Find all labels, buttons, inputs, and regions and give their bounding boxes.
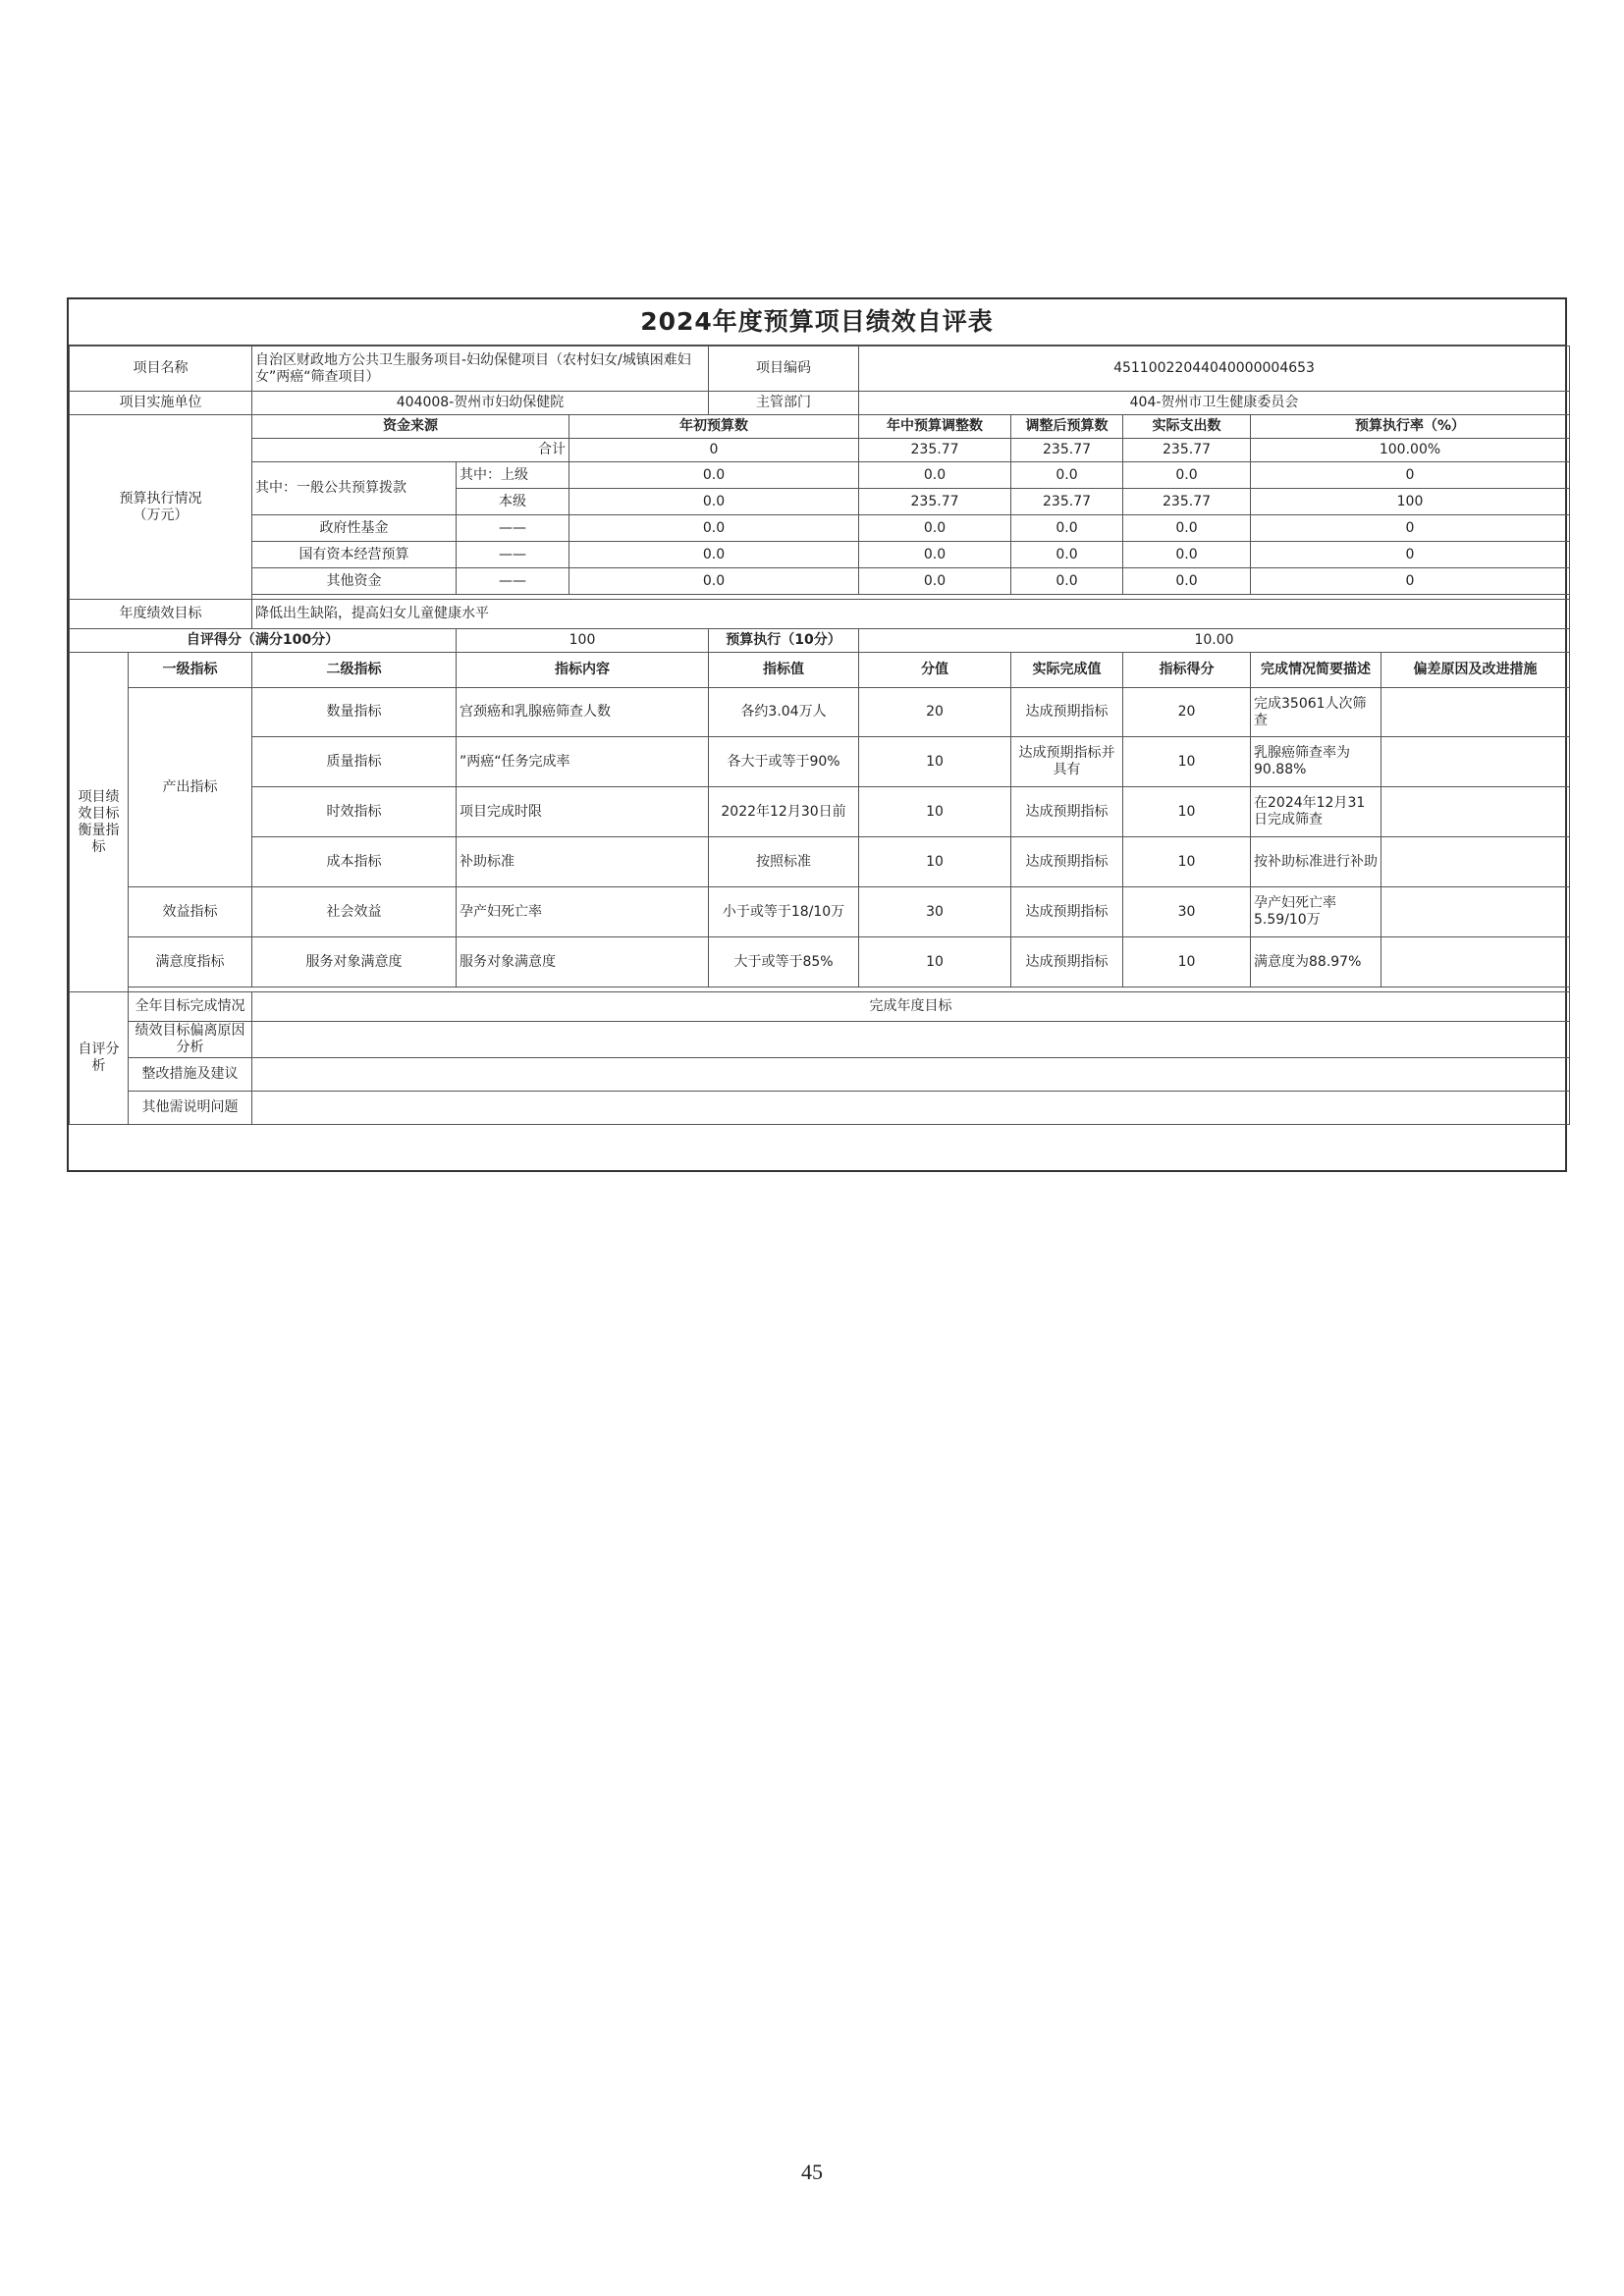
ind-level2: 时效指标 <box>252 787 457 837</box>
budget-row-total <box>70 439 1570 462</box>
ind-level2: 服务对象满意度 <box>252 937 457 988</box>
analysis-section-label: 自评分析 <box>70 992 129 1125</box>
project-code-label: 项目编码 <box>709 347 859 392</box>
other-fund-label: 其他资金 <box>252 568 457 595</box>
exec-label: 预算执行（10分） <box>709 629 859 653</box>
other-fund-mid: 0.0 <box>859 568 1011 595</box>
dept: 404-贺州市卫生健康委员会 <box>859 392 1570 415</box>
gov-fund-actual: 0.0 <box>1123 515 1251 542</box>
budget-header-adjusted: 调整后预算数 <box>1011 415 1123 439</box>
local-adjusted: 235.77 <box>1011 489 1123 515</box>
indicator-row <box>70 937 1570 988</box>
ind-content: 项目完成时限 <box>457 787 709 837</box>
ind-score: 10 <box>1123 737 1251 787</box>
upper-label: 其中：上级 <box>457 462 569 489</box>
ind-score: 10 <box>1123 937 1251 988</box>
exec-value: 10.00 <box>859 629 1570 653</box>
budget-row-other <box>70 568 1570 595</box>
gov-fund-dash: —— <box>457 515 569 542</box>
total-initial: 0 <box>569 439 859 462</box>
ind-value: 小于或等于18/10万 <box>709 887 859 937</box>
state-capital-actual: 0.0 <box>1123 542 1251 568</box>
budget-header-rate: 预算执行率（%） <box>1251 415 1570 439</box>
benefit-label: 效益指标 <box>129 887 252 937</box>
ind-header-content: 指标内容 <box>457 653 709 688</box>
ind-points: 30 <box>859 887 1011 937</box>
score-value: 100 <box>457 629 709 653</box>
indicator-section-label: 项目绩效目标衡量指标 <box>70 653 129 992</box>
ind-actual: 达成预期指标 <box>1011 887 1123 937</box>
total-label: 合计 <box>252 439 569 462</box>
indicator-row <box>70 837 1570 887</box>
other-fund-adjusted: 0.0 <box>1011 568 1123 595</box>
ind-value: 各约3.04万人 <box>709 688 859 737</box>
budget-section-label: 预算执行情况 （万元） <box>70 415 252 600</box>
analysis-value <box>252 1092 1570 1125</box>
ind-desc: 乳腺癌筛查率为90.88% <box>1251 737 1381 787</box>
ind-content: 孕产妇死亡率 <box>457 887 709 937</box>
ind-points: 20 <box>859 688 1011 737</box>
ind-level2: 成本指标 <box>252 837 457 887</box>
gov-fund-rate: 0 <box>1251 515 1570 542</box>
ind-actual: 达成预期指标 <box>1011 937 1123 988</box>
ind-reason <box>1381 737 1570 787</box>
total-mid: 235.77 <box>859 439 1011 462</box>
dept-label: 主管部门 <box>709 392 859 415</box>
ind-content: 宫颈癌和乳腺癌筛查人数 <box>457 688 709 737</box>
ind-desc: 孕产妇死亡率5.59/10万 <box>1251 887 1381 937</box>
ind-header-value: 指标值 <box>709 653 859 688</box>
score-label: 自评得分（满分100分） <box>70 629 457 653</box>
local-rate: 100 <box>1251 489 1570 515</box>
analysis-value <box>252 1058 1570 1092</box>
evaluation-form <box>67 297 1567 1172</box>
state-capital-label: 国有资本经营预算 <box>252 542 457 568</box>
ind-score: 30 <box>1123 887 1251 937</box>
indicator-row <box>70 887 1570 937</box>
ind-actual: 达成预期指标 <box>1011 688 1123 737</box>
other-fund-initial: 0.0 <box>569 568 859 595</box>
ind-header-desc: 完成情况简要描述 <box>1251 653 1381 688</box>
ind-score: 10 <box>1123 837 1251 887</box>
ind-reason <box>1381 688 1570 737</box>
analysis-label: 其他需说明问题 <box>129 1092 252 1125</box>
ind-value: 2022年12月30日前 <box>709 787 859 837</box>
ind-reason <box>1381 837 1570 887</box>
other-fund-dash: —— <box>457 568 569 595</box>
budget-header-mid: 年中预算调整数 <box>859 415 1011 439</box>
gov-fund-adjusted: 0.0 <box>1011 515 1123 542</box>
ind-desc: 完成35061人次筛查 <box>1251 688 1381 737</box>
total-rate: 100.00% <box>1251 439 1570 462</box>
other-fund-actual: 0.0 <box>1123 568 1251 595</box>
ind-level2: 社会效益 <box>252 887 457 937</box>
gov-fund-initial: 0.0 <box>569 515 859 542</box>
ind-header-level1: 一级指标 <box>129 653 252 688</box>
budget-header-actual: 实际支出数 <box>1123 415 1251 439</box>
ind-level2: 数量指标 <box>252 688 457 737</box>
ind-desc: 满意度为88.97% <box>1251 937 1381 988</box>
analysis-label: 绩效目标偏离原因分析 <box>129 1022 252 1058</box>
satisfaction-label: 满意度指标 <box>129 937 252 988</box>
ind-points: 10 <box>859 737 1011 787</box>
ind-value: 按照标准 <box>709 837 859 887</box>
local-initial: 0.0 <box>569 489 859 515</box>
general-budget-label: 其中：一般公共预算拨款 <box>252 462 457 515</box>
project-name-label: 项目名称 <box>70 347 252 392</box>
project-unit-label: 项目实施单位 <box>70 392 252 415</box>
goal-label: 年度绩效目标 <box>70 600 252 629</box>
form-title: 2024年度预算项目绩效自评表 <box>69 299 1565 346</box>
budget-header-initial: 年初预算数 <box>569 415 859 439</box>
goal-text: 降低出生缺陷，提高妇女儿童健康水平 <box>252 600 1570 629</box>
indicator-row <box>70 688 1570 737</box>
project-code: 45110022044040000004653 <box>859 347 1570 392</box>
ind-desc: 按补助标准进行补助 <box>1251 837 1381 887</box>
ind-actual: 达成预期指标并具有 <box>1011 737 1123 787</box>
project-name: 自治区财政地方公共卫生服务项目-妇幼保健项目（农村妇女/城镇困难妇女”两癌“筛查项目） <box>252 347 709 392</box>
ind-score: 20 <box>1123 688 1251 737</box>
budget-row-gov-fund <box>70 515 1570 542</box>
gov-fund-label: 政府性基金 <box>252 515 457 542</box>
ind-content: 服务对象满意度 <box>457 937 709 988</box>
ind-content: ”两癌“任务完成率 <box>457 737 709 787</box>
ind-header-level2: 二级指标 <box>252 653 457 688</box>
state-capital-initial: 0.0 <box>569 542 859 568</box>
ind-points: 10 <box>859 937 1011 988</box>
ind-desc: 在2024年12月31日完成筛查 <box>1251 787 1381 837</box>
gov-fund-mid: 0.0 <box>859 515 1011 542</box>
upper-actual: 0.0 <box>1123 462 1251 489</box>
analysis-label: 整改措施及建议 <box>129 1058 252 1092</box>
indicator-row <box>70 787 1570 837</box>
budget-row-state-capital <box>70 542 1570 568</box>
ind-header-actual: 实际完成值 <box>1011 653 1123 688</box>
ind-header-reason: 偏差原因及改进措施 <box>1381 653 1570 688</box>
budget-row-upper <box>70 462 1570 489</box>
state-capital-rate: 0 <box>1251 542 1570 568</box>
analysis-value <box>252 1022 1570 1058</box>
ind-score: 10 <box>1123 787 1251 837</box>
ind-reason <box>1381 937 1570 988</box>
ind-value: 大于或等于85% <box>709 937 859 988</box>
ind-actual: 达成预期指标 <box>1011 837 1123 887</box>
ind-actual: 达成预期指标 <box>1011 787 1123 837</box>
page-number: 45 <box>801 2160 823 2184</box>
upper-initial: 0.0 <box>569 462 859 489</box>
total-adjusted: 235.77 <box>1011 439 1123 462</box>
ind-value: 各大于或等于90% <box>709 737 859 787</box>
ind-points: 10 <box>859 837 1011 887</box>
ind-header-points: 分值 <box>859 653 1011 688</box>
analysis-label: 全年目标完成情况 <box>129 992 252 1022</box>
other-fund-rate: 0 <box>1251 568 1570 595</box>
state-capital-adjusted: 0.0 <box>1011 542 1123 568</box>
ind-header-score: 指标得分 <box>1123 653 1251 688</box>
local-mid: 235.77 <box>859 489 1011 515</box>
project-unit: 404008-贺州市妇幼保健院 <box>252 392 709 415</box>
ind-reason <box>1381 787 1570 837</box>
ind-content: 补助标准 <box>457 837 709 887</box>
upper-mid: 0.0 <box>859 462 1011 489</box>
state-capital-dash: —— <box>457 542 569 568</box>
upper-adjusted: 0.0 <box>1011 462 1123 489</box>
total-actual: 235.77 <box>1123 439 1251 462</box>
evaluation-table <box>69 346 1570 1125</box>
upper-rate: 0 <box>1251 462 1570 489</box>
output-label: 产出指标 <box>129 688 252 887</box>
analysis-value: 完成年度目标 <box>252 992 1570 1022</box>
local-label: 本级 <box>457 489 569 515</box>
indicator-row <box>70 737 1570 787</box>
ind-points: 10 <box>859 787 1011 837</box>
ind-level2: 质量指标 <box>252 737 457 787</box>
local-actual: 235.77 <box>1123 489 1251 515</box>
ind-reason <box>1381 887 1570 937</box>
budget-header-source: 资金来源 <box>252 415 569 439</box>
state-capital-mid: 0.0 <box>859 542 1011 568</box>
